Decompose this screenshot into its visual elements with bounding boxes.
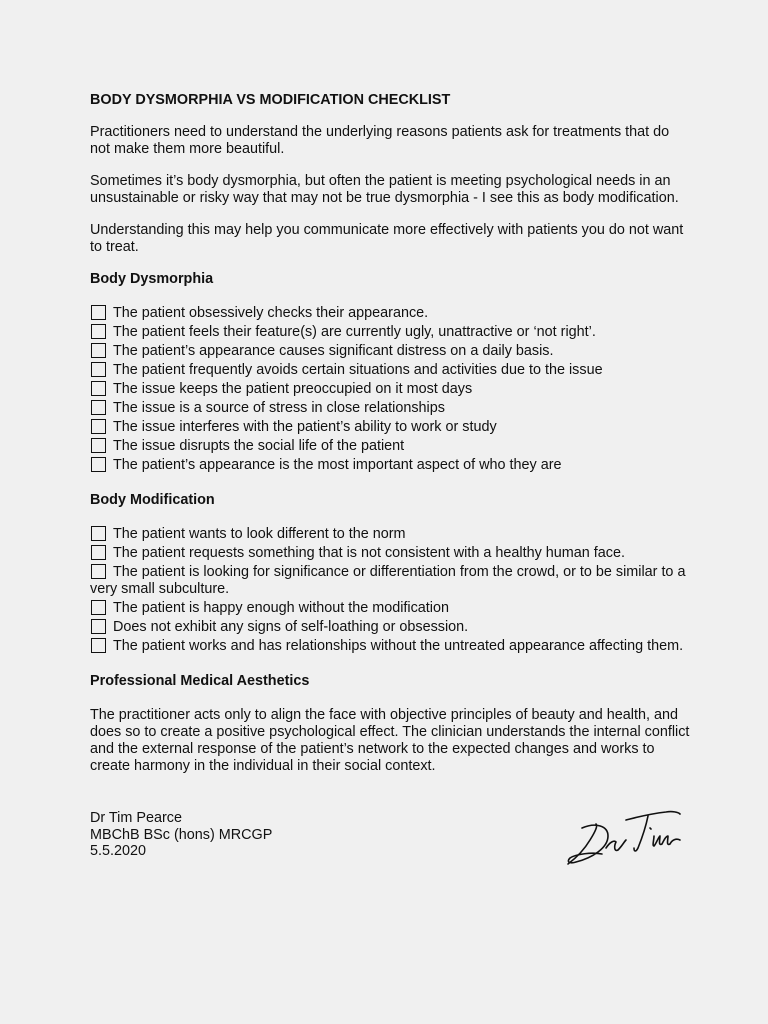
checklist-item [90,545,690,562]
checkbox[interactable] [91,638,106,653]
document-date: 5.5.2020 [90,843,147,859]
checklist-item [90,457,690,474]
dysmorphia-checklist [90,305,690,474]
checklist-item-label: The patient feels their feature(s) are currently ugly, unattractive or ‘not right’. [113,324,596,340]
checkbox[interactable] [91,400,106,415]
checklist-item-label: The patient is happy enough without the modification [113,600,450,616]
checklist-item-label: The issue keeps the patient preoccupied on it most days [113,381,473,397]
checklist-item [90,381,690,398]
checklist-item-label: The patient’s appearance is the most important aspect of who they are [113,457,562,473]
modification-heading: Body Modification [90,492,215,508]
checklist-item-label: The patient works and has relationships without the untreated appearance affecting them. [113,638,684,654]
aesthetics-heading: Professional Medical Aesthetics [90,673,310,689]
checkbox[interactable] [91,305,106,320]
checklist-item [90,438,690,455]
author-credentials: MBChB BSc (hons) MRCGP [90,826,273,843]
signoff-block [90,810,272,860]
aesthetics-paragraph: The practitioner acts only to align the face with objective principles of beauty and health, and does so to create a positive psychological effect. The clinician understands the internal conflict and the external response of the patient’s network to the expected changes and works to create harmony in the individual in their social context. [90,707,690,774]
checkbox[interactable] [91,362,106,377]
checklist-item-label: The issue is a source of stress in close relationships [113,400,445,416]
checklist-item [90,638,690,655]
checkbox[interactable] [91,619,106,634]
intro-paragraph-1: Practitioners need to understand the underlying reasons patients ask for treatments that do not make them more beautiful. [90,124,670,157]
dysmorphia-heading: Body Dysmorphia [90,271,214,287]
checklist-item-label: The patient requests something that is not consistent with a healthy human face. [113,545,625,561]
checklist-item [90,362,690,379]
checkbox[interactable] [91,600,106,615]
checkbox[interactable] [91,343,106,358]
checklist-item [90,600,690,617]
handwritten-signature [562,806,684,872]
checklist-item [90,400,690,417]
checklist-item-label: The patient wants to look different to the norm [113,526,406,542]
checkbox[interactable] [91,457,106,472]
checklist-item-label: The issue interferes with the patient’s ability to work or study [113,419,497,435]
checklist-item [90,419,690,436]
checkbox[interactable] [91,564,106,579]
checkbox[interactable] [91,526,106,541]
intro-paragraph-2: Sometimes it’s body dysmorphia, but often the patient is meeting psychological needs in an unsustainable or risky way that may not be true dysmorphia - I see this as body modification. [90,173,679,206]
checkbox[interactable] [91,324,106,339]
document-page [90,92,690,790]
checkbox[interactable] [91,381,106,396]
checklist-item [90,526,690,543]
checklist-item [90,343,690,360]
checklist-item [90,619,690,636]
checklist-item-label: The patient obsessively checks their appearance. [113,305,429,321]
checklist-item [90,324,690,341]
document-title: BODY DYSMORPHIA VS MODIFICATION CHECKLIST [90,92,451,108]
checklist-item-label: The patient is looking for significance or differentiation from the crowd, or to be similar to a very small subculture. [90,564,686,597]
checkbox[interactable] [91,545,106,560]
checkbox[interactable] [91,419,106,434]
checklist-item-label: The patient’s appearance causes significant distress on a daily basis. [113,343,554,359]
checklist-item-label: Does not exhibit any signs of self-loathing or obsession. [113,619,469,635]
checklist-item-label: The issue disrupts the social life of the patient [113,438,405,454]
checklist-item [90,564,690,598]
checkbox[interactable] [91,438,106,453]
author-name: Dr Tim Pearce [90,810,182,826]
modification-checklist [90,526,690,655]
intro-paragraph-3: Understanding this may help you communicate more effectively with patients you do not want to treat. [90,222,684,255]
checklist-item-label: The patient frequently avoids certain situations and activities due to the issue [113,362,603,378]
checklist-item [90,305,690,322]
